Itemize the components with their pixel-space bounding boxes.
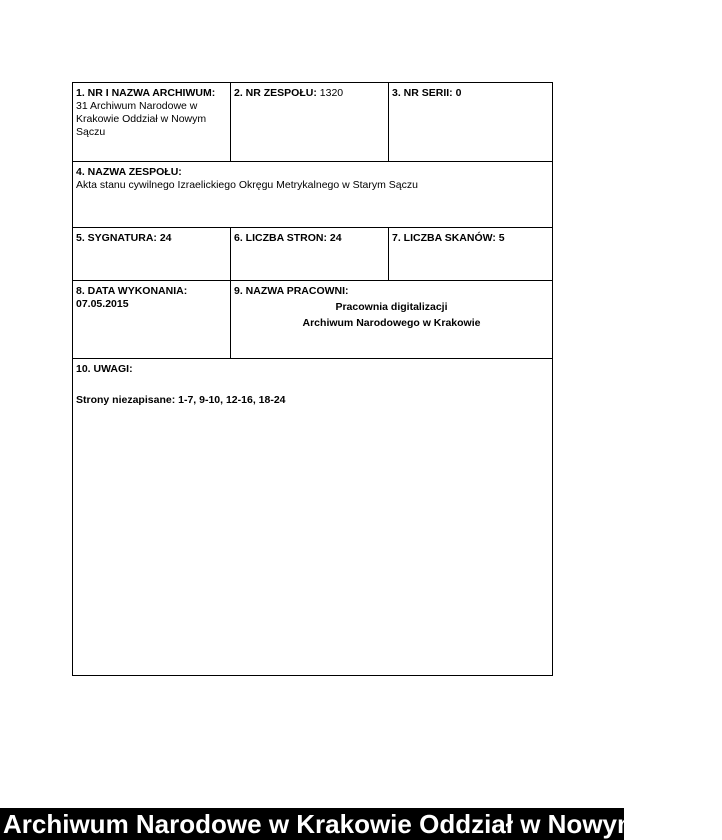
- form-row-4: [73, 281, 552, 359]
- form-row-2: [73, 162, 552, 228]
- remarks-cell: [73, 359, 552, 675]
- metadata-form: [72, 82, 553, 676]
- scan-count-label: 7. LICZBA SKANÓW:: [392, 232, 496, 244]
- form-row-3: [73, 228, 552, 281]
- workshop-name-cell: [231, 281, 552, 358]
- fonds-name-cell: [73, 162, 552, 227]
- remarks-value: Strony niezapisane: 1-7, 9-10, 12-16, 18-24: [76, 394, 286, 406]
- fonds-number-cell: [231, 83, 389, 161]
- series-number-label: 3. NR SERII:: [392, 87, 453, 99]
- workshop-name-label: 9. NAZWA PRACOWNI:: [234, 285, 349, 297]
- remarks-label: 10. UWAGI:: [76, 363, 133, 375]
- signature-value: 24: [159, 232, 172, 244]
- workshop-name-line2: Archiwum Narodowego w Krakowie: [302, 317, 481, 329]
- fonds-name-value: Akta stanu cywilnego Izraelickiego Okręgu Metrykalnego w Starym Sączu: [76, 179, 418, 191]
- fonds-number-value: 1320: [319, 87, 344, 99]
- execution-date-cell: [73, 281, 231, 358]
- execution-date-value: 07.05.2015: [76, 298, 129, 310]
- page-count-label: 6. LICZBA STRON:: [234, 232, 327, 244]
- page-count-cell: [231, 228, 389, 280]
- series-number-cell: [389, 83, 552, 161]
- scan-count-cell: [389, 228, 552, 280]
- workshop-name-line1: Pracownia digitalizacji: [335, 301, 448, 313]
- archive-footer-banner: Archiwum Narodowe w Krakowie Oddział w Nowym Sączu: [0, 808, 624, 840]
- fonds-number-label: 2. NR ZESPOŁU:: [234, 87, 317, 99]
- form-row-1: [73, 83, 552, 162]
- archive-label: 1. NR I NAZWA ARCHIWUM:: [76, 87, 216, 99]
- fonds-name-label: 4. NAZWA ZESPOŁU:: [76, 166, 182, 178]
- form-row-5: [73, 359, 552, 675]
- signature-label: 5. SYGNATURA:: [76, 232, 157, 244]
- signature-cell: [73, 228, 231, 280]
- archive-value: 31 Archiwum Narodowe w Krakowie Oddział w Nowym Sączu: [76, 100, 207, 138]
- page-count-value: 24: [329, 232, 342, 244]
- series-number-value: 0: [455, 87, 462, 99]
- archive-cell: [73, 83, 231, 161]
- execution-date-label: 8. DATA WYKONANIA:: [76, 285, 188, 297]
- scan-count-value: 5: [498, 232, 505, 244]
